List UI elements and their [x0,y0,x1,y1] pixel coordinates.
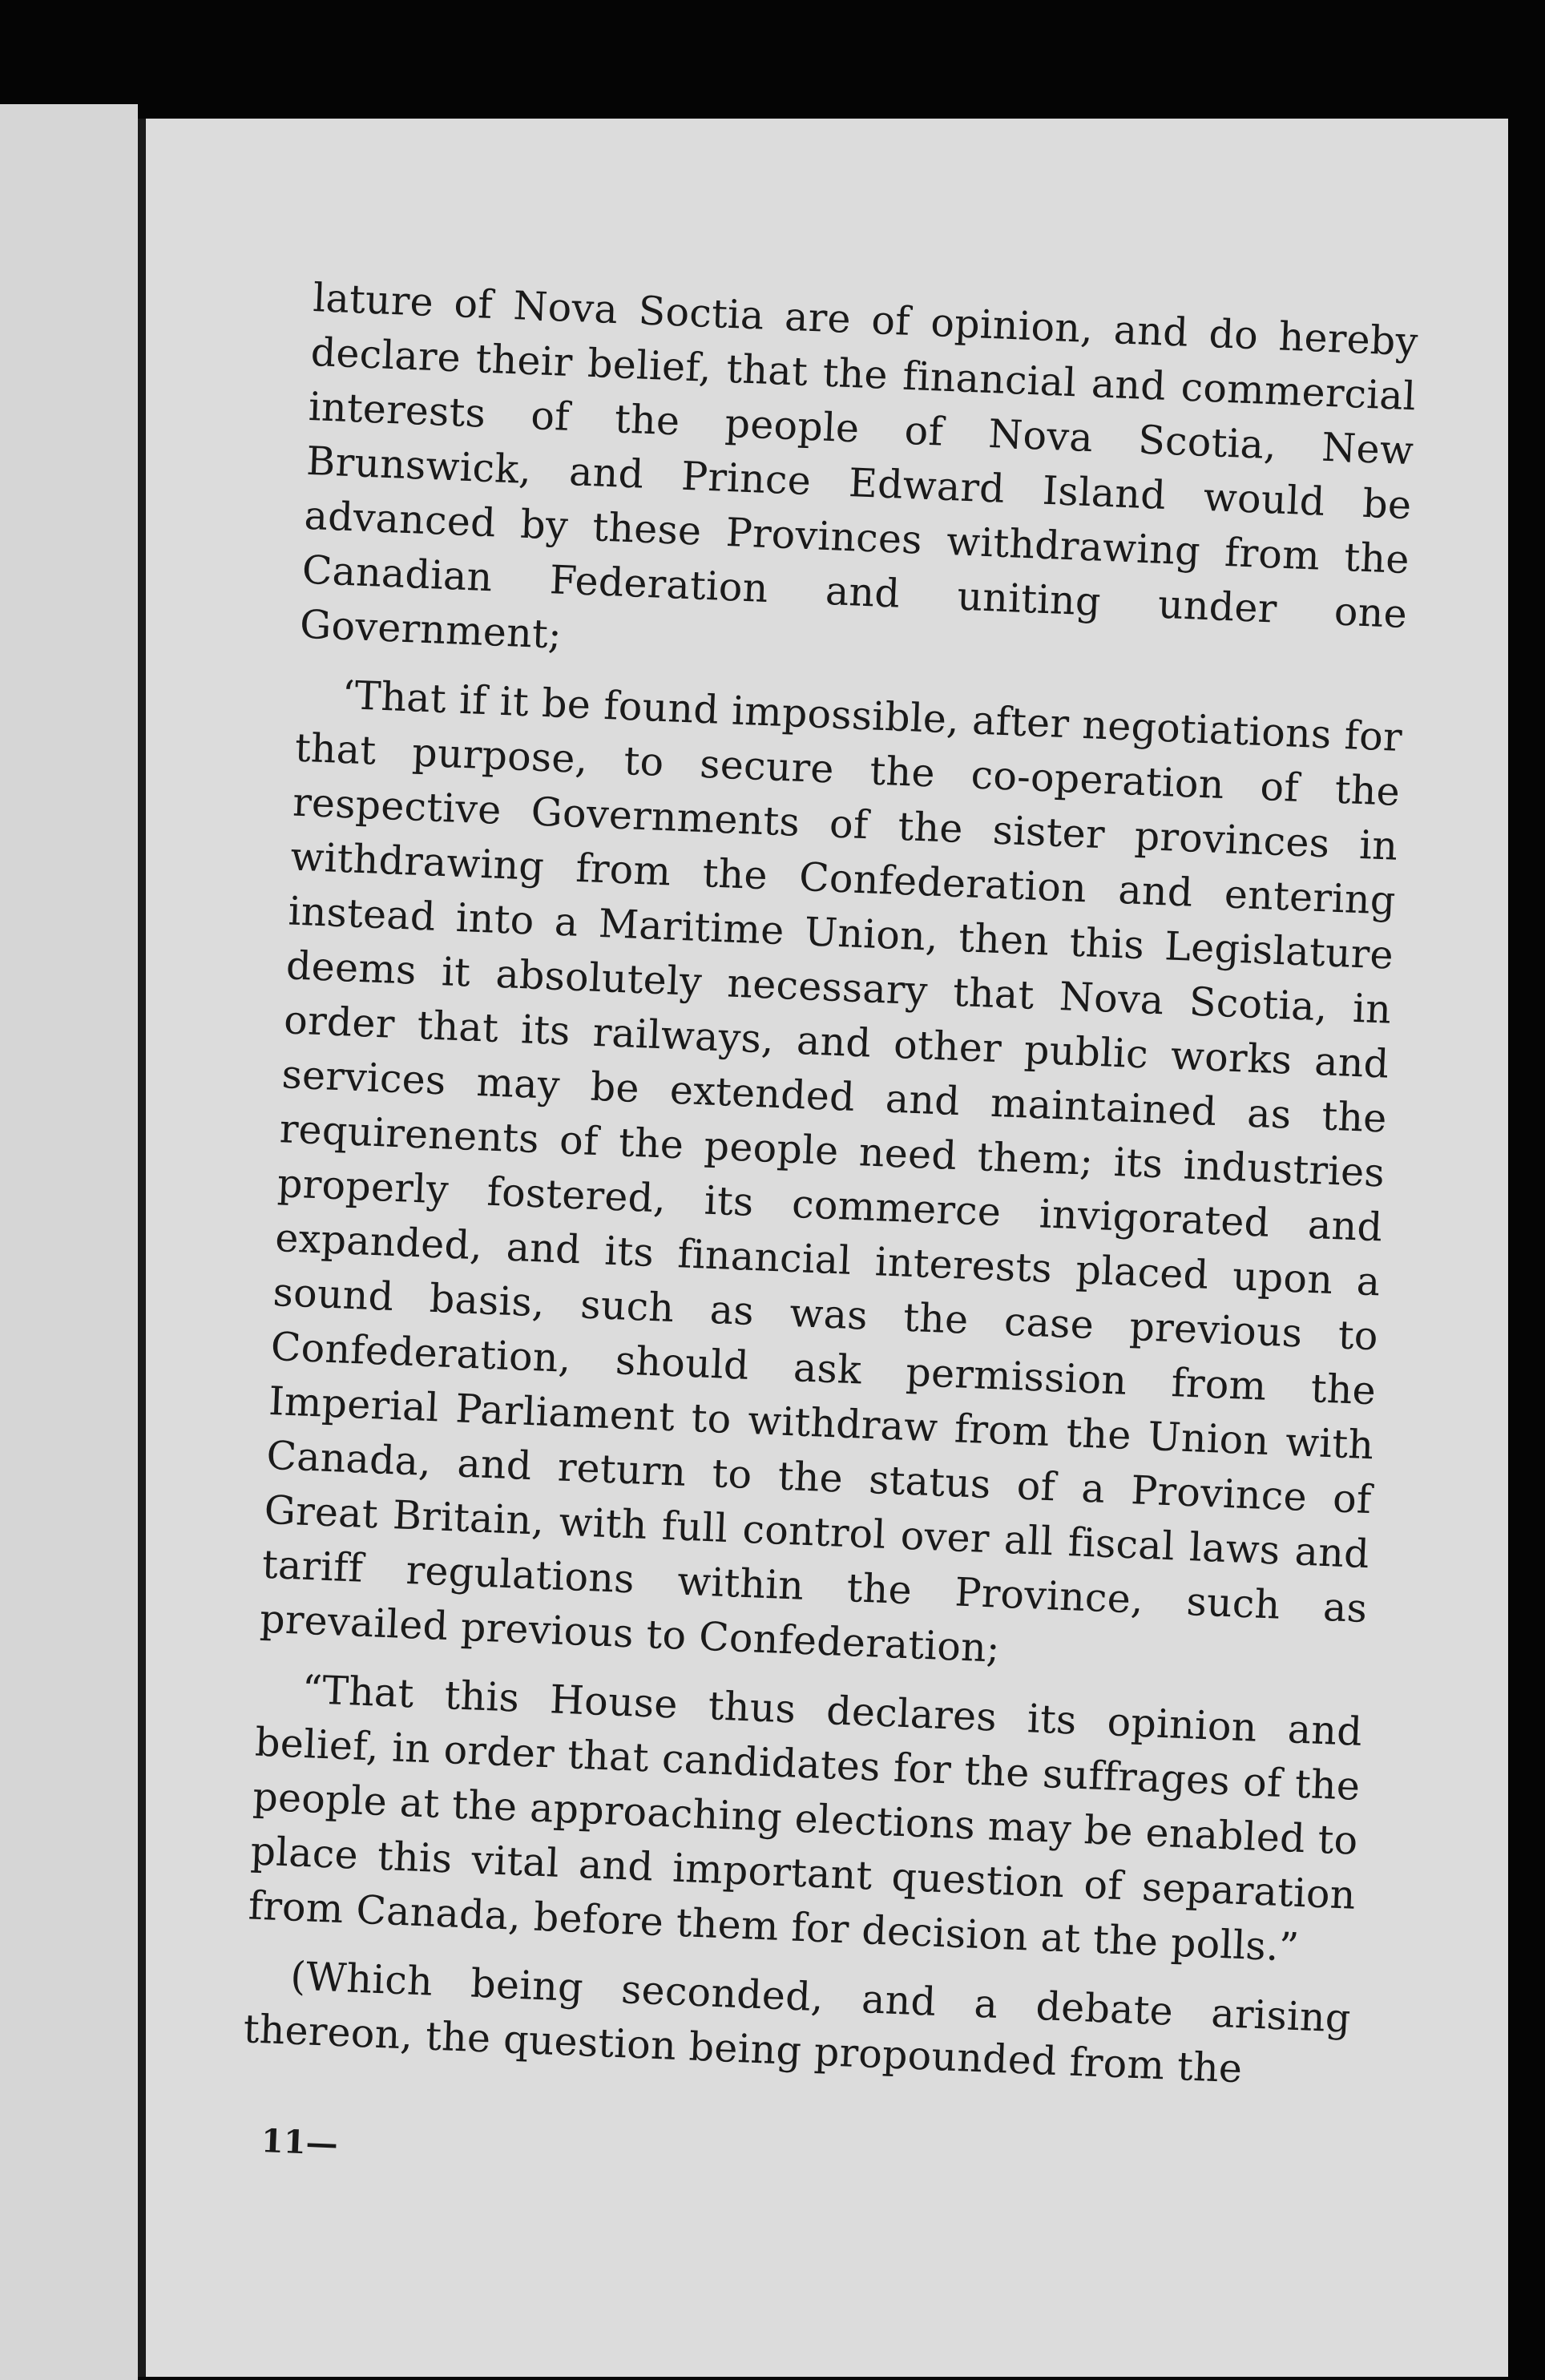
body-text [242,271,1419,2116]
facing-page-edge [0,104,138,2380]
book-page [138,119,1508,2377]
paragraph-1: lature of Nova Soctia are of opinion, and do hereby declare their belief, that the financial and commercial interests of the people of Nova Scotia, New Brunswick, and Prince Edward Island would be advanced by these Provinces withdrawing from the Canadian Federation and uniting under one Government; [299,274,1419,658]
paragraph-3: “That this House thus declares its opinion and belief, in order that candidates for the suffrages of the people at the approaching elections may be enabled to place this vital and important question of separation from Canada, before them for decision at the polls.” [247,1666,1364,1971]
paragraph-2: ‘That if it be found impossible, after negotiations for that purpose, to secure the co-operation of the respective Governments of the sister provinces in withdrawing from the Confederation and entering instead into a Maritime Union, then this Legislature deems it absolutely necessary that Nova Scotia, in order that its railways, and other public works and services may be extended and maintained as the requirenents of the people need them; its industries properly fostered, its commerce invigorated and expanded, and its financial interests placed upon a sound basis, such as was the case previous to Confederation, should ask permission from the Imperial Parliament to withdraw from the Union with Canada, and return to the status of a Province of Great Britain, with full control over all fiscal laws and tariff regulations within the Province, such as prevailed previous to Confederation; [259,672,1403,1672]
paragraph-4: (Which being seconded, and a debate arising thereon, the question being propounded from the [242,1953,1352,2092]
signature-mark: 11— [260,2122,339,2163]
